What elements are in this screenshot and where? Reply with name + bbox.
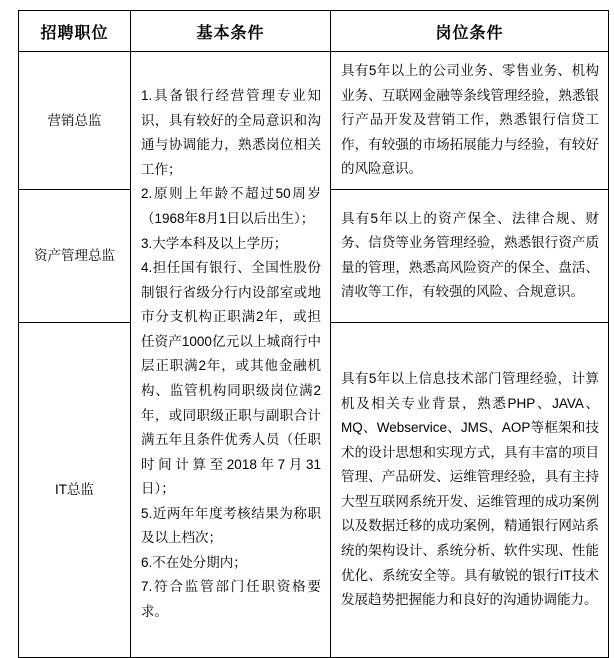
duty-conditions-cell-marketing-director [331, 52, 609, 190]
table-header [19, 11, 609, 52]
basic-condition-item: 1.具备银行经营管理专业知识，具有较好的全局意识和沟通与协调能力，熟悉岗位相关工作； [141, 88, 321, 177]
basic-condition-item: 6.不在处分期内； [141, 554, 247, 570]
position-name-asset-management-director: 资产管理总监 [19, 189, 131, 322]
position-name-it-director: IT总监 [19, 322, 131, 657]
basic-condition-item: 5.近两年年度考核结果为称职及以上档次； [141, 505, 321, 546]
basic-conditions-cell [131, 52, 331, 658]
column-header-basic-conditions: 基本条件 [131, 11, 331, 52]
duty-conditions-text: 具有5年以上的公司业务、零售业务、机构业务、互联网金融等条线管理经验，熟悉银行产品开发及营销工作，熟悉银行信贷工作，有较强的市场拓展能力与经验，有较好的风险意识。 [341, 63, 599, 177]
table-body [19, 52, 609, 658]
duty-conditions-text: 具有5年以上信息技术部门管理经验，计算机及相关专业背景，熟悉PHP、JAVA、MQ、Webservice、JMS、AOP等框架和技术的设计思想和实现方式，具有丰富的项目管理、产品研发、运维管理经验，具有主持大型互联网系统开发、运维管理的成功案例以及数据迁移的成功案例，精通银行网站系统的架构设计、系统分析、软件实现、性能优化、系统安全等。具有敏锐的银行IT技术发展趋势把握能力和良好的沟通协调能力。 [341, 371, 599, 608]
column-header-duty-conditions: 岗位条件 [331, 11, 609, 52]
basic-condition-item: 3.大学本科及以上学历； [141, 235, 288, 251]
duty-conditions-cell-asset-management-director [331, 189, 609, 322]
position-name-marketing-director: 营销总监 [19, 52, 131, 190]
column-header-position: 招聘职位 [19, 11, 131, 52]
basic-condition-item: 7.符合监管部门任职资格要求。 [141, 579, 321, 620]
duty-conditions-cell-it-director [331, 322, 609, 657]
basic-condition-item: 2.原则上年龄不超过50周岁（1968年8月1日以后出生）； [141, 186, 321, 227]
table-row [19, 52, 609, 190]
table-header-row [19, 11, 609, 52]
recruitment-table [18, 10, 609, 658]
duty-conditions-text: 具有5年以上的资产保全、法律合规、财务、信贷等业务管理经验，熟悉银行资产质量的管理，熟悉高风险资产的保全、盘活、清收等工作，有较强的风险、合规意识。 [341, 210, 599, 300]
basic-conditions-list [141, 84, 321, 624]
basic-condition-item: 4.担任国有银行、全国性股份制银行省级分行内设部室或地市分支机构正职满2年，或担任资产1000亿元以上城商行中层正职满2年，或其他金融机构、监管机构同职级岗位满2年，或同职级正职与副职合计满五年且条件优秀人员（任职时间计算至2018年7月31日）； [141, 260, 321, 497]
